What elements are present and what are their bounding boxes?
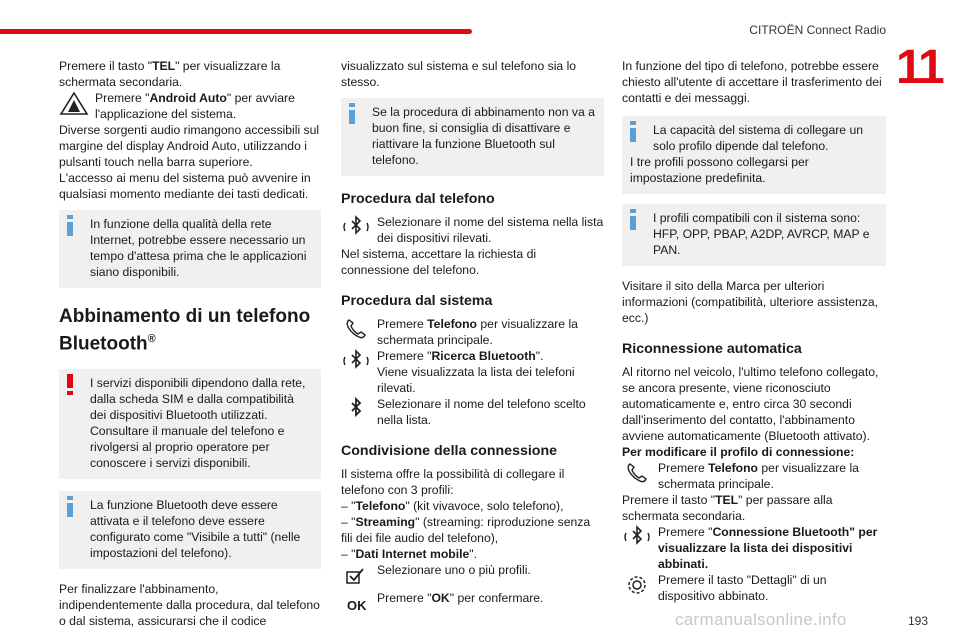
subsection-heading: Procedura dal telefono (341, 191, 495, 207)
paragraph: In funzione del tipo di telefono, potrebbe essere chiesto all'utente di accettare il trasferimento dei contatti e dei messaggi. (622, 59, 882, 105)
subsection-heading: Procedura dal sistema (341, 293, 493, 309)
paragraph: Per modificare il profilo di connessione: (622, 445, 855, 459)
list-item: – "Dati Internet mobile". (341, 547, 477, 561)
info-icon (349, 103, 355, 107)
profile-step-3: Premere "Connessione Bluetooth" per visualizzare la lista dei dispositivi abbinati. (622, 524, 886, 572)
bluetooth-icon (622, 524, 652, 550)
bluetooth-icon (341, 396, 371, 422)
info-note: Se la procedura di abbinamento non va a buon fine, si consiglia di disattivare e riattivare la funzione Bluetooth sul telefono. (341, 98, 604, 176)
header-accent-bar (0, 29, 472, 34)
gear-icon (622, 572, 652, 598)
warning-note: I servizi disponibili dipendono dalla rete, dalla scheda SIM e dalla compatibilità dei dispositivi Bluetooth utilizzati. Consultare il manuale del telefono e rivolgersi al proprio operatore per conoscere i servizi disponibili. (59, 369, 321, 479)
profile-step-1: Premere Telefono per visualizzare la schermata principale. (622, 460, 886, 492)
column-2 (341, 58, 604, 613)
system-step-2: Premere "Ricerca Bluetooth". Viene visualizzata la lista dei telefoni rilevati. (341, 348, 604, 396)
bluetooth-icon (341, 214, 371, 240)
watermark: carmanualsonline.info (675, 610, 847, 629)
info-note: I profili compatibili con il sistema sono: HFP, OPP, PBAP, A2DP, AVRCP, MAP e PAN. (622, 204, 886, 266)
paragraph: visualizzato sul sistema e sul telefono sia lo stesso. (341, 59, 577, 89)
system-step-3: Selezionare il nome del telefono scelto nella lista. (341, 396, 604, 428)
subsection-heading: Riconnessione automatica (622, 341, 802, 357)
section-heading: Abbinamento di un telefono Bluetooth® (59, 306, 311, 355)
info-icon (630, 209, 636, 213)
system-step-1: Premere Telefono per visualizzare la schermata principale. (341, 316, 604, 348)
header-title: CITROËN Connect Radio (749, 23, 886, 37)
paragraph: Premere il tasto "TEL" per visualizzare la schermata secondaria. (59, 59, 281, 89)
info-note: La funzione Bluetooth deve essere attivata e il telefono deve essere configurato come "Visibile a tutti" (nelle impostazioni del telefono). (59, 491, 321, 569)
phone-step: Selezionare il nome del sistema nella lista dei dispositivi rilevati. (341, 214, 604, 246)
chapter-number: 11 (896, 41, 943, 94)
list-item: – "Telefono" (kit vivavoce, solo telefono), (341, 499, 564, 513)
paragraph: Premere il tasto "TEL" per passare alla schermata secondaria. (622, 493, 833, 523)
ok-icon: OK (347, 598, 367, 613)
select-profiles-step: Selezionare uno o più profili. (341, 562, 604, 578)
phone-handset-icon (622, 460, 652, 486)
info-icon (67, 496, 73, 500)
paragraph: Visitare il sito della Marca per ulteriori informazioni (compatibilità, ulteriore assistenza, ecc.) (622, 279, 879, 325)
page-number: 193 (907, 614, 928, 628)
paragraph: Diverse sorgenti audio rimangono accessibili sul margine del display Android Auto, utilizzando i pulsanti touch nella barra superiore. (59, 123, 320, 169)
phone-handset-icon (341, 316, 371, 342)
info-note: La capacità del sistema di collegare un solo profilo dipende dal telefono. I tre profili possono collegarsi per impostazione predefinita. (622, 116, 886, 194)
column-3 (622, 58, 886, 604)
info-icon (630, 121, 636, 125)
info-icon (67, 215, 73, 219)
column-1 (59, 58, 321, 629)
bluetooth-search-icon (341, 348, 371, 374)
subsection-heading: Condivisione della connessione (341, 443, 558, 459)
android-auto-step: Premere "Android Auto" per avviare l'applicazione del sistema. (59, 90, 321, 122)
paragraph: Nel sistema, accettare la richiesta di connessione del telefono. (341, 247, 537, 277)
confirm-step: OK Premere "OK" per confermare. (341, 590, 604, 606)
list-item: – "Streaming" (streaming: riproduzione senza fili dei file audio del telefono), (341, 515, 591, 545)
android-auto-icon (59, 90, 89, 116)
profile-step-4: Premere il tasto "Dettagli" di un dispositivo abbinato. (622, 572, 886, 604)
info-note: In funzione della qualità della rete Internet, potrebbe essere necessario un tempo d'attesa prima che le applicazioni siano disponibili. (59, 210, 321, 288)
paragraph: Al ritorno nel veicolo, l'ultimo telefono collegato, se ancora presente, viene riconosciuto automaticamente e, entro circa 30 secondi dall'inserimento del contatto, l'abbinamento avviene automaticamente (Bluetooth attivato). (622, 365, 879, 443)
checkbox-icon (341, 562, 371, 588)
warning-icon (67, 374, 73, 388)
paragraph: Per finalizzare l'abbinamento, indipendentemente dalla procedura, dal telefono o dal sistema, assicurarsi che il codice (59, 582, 320, 629)
paragraph: L'accesso ai menu del sistema può avvenire in qualsiasi momento mediante dei tasti dedicati. (59, 171, 311, 201)
paragraph: Il sistema offre la possibilità di collegare il telefono con 3 profili: (341, 467, 565, 497)
